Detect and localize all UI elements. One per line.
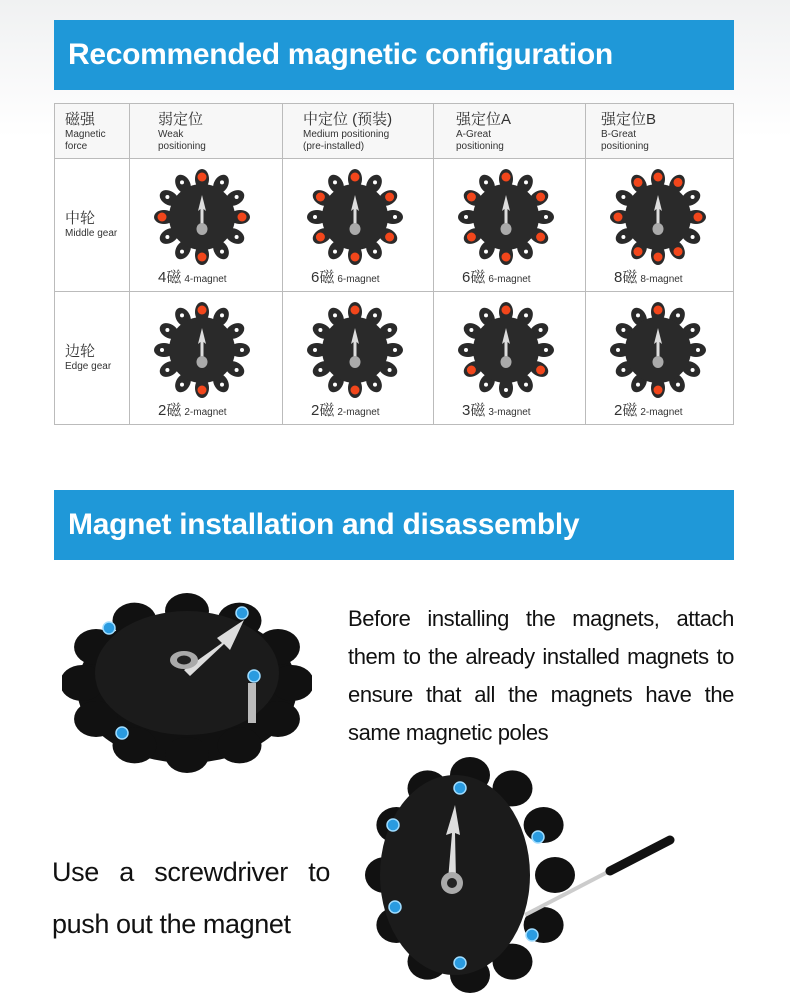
gear-diagram <box>608 300 708 400</box>
header-cn: 弱定位 <box>158 111 204 128</box>
magnet-dot <box>674 247 683 256</box>
magnet-count-label <box>462 266 531 287</box>
empty-slot <box>318 368 322 372</box>
magnet-dot <box>654 253 663 262</box>
magnet-count-label <box>311 266 380 287</box>
header-en: A-Great positioning <box>456 129 504 152</box>
header-cell <box>130 104 283 159</box>
magnet-count-cn: 2磁 <box>614 402 638 419</box>
empty-slot <box>313 348 317 352</box>
empty-slot <box>333 313 337 317</box>
magnet-dot <box>634 178 643 187</box>
empty-slot <box>544 215 548 219</box>
empty-slot <box>165 235 169 239</box>
config-cell <box>130 159 283 292</box>
empty-slot <box>235 328 239 332</box>
config-cell <box>283 159 434 292</box>
empty-slot <box>220 250 224 254</box>
magnet-dot <box>467 366 476 375</box>
empty-slot <box>165 368 169 372</box>
empty-slot <box>160 348 164 352</box>
magnet-dot <box>654 306 663 315</box>
empty-slot <box>621 368 625 372</box>
magnet-count-label <box>614 399 683 420</box>
header-en: B-Great positioning <box>601 129 649 152</box>
empty-slot <box>388 328 392 332</box>
magnet-dot <box>502 306 511 315</box>
section-header-installation: Magnet installation and disassembly <box>54 490 734 560</box>
empty-slot <box>373 180 377 184</box>
magnet-count-label <box>462 399 531 420</box>
instruction-line: Use a screwdriver to <box>52 857 330 887</box>
config-cell <box>434 159 586 292</box>
magnet-count-cn: 3磁 <box>462 402 486 419</box>
header-cell <box>434 104 586 159</box>
magnet-dot <box>694 213 703 222</box>
empty-slot <box>544 348 548 352</box>
header-cell <box>283 104 434 159</box>
gear-diagram <box>305 167 405 267</box>
empty-slot <box>524 250 528 254</box>
config-cell <box>586 159 734 292</box>
magnet-count-en: 2-magnet <box>640 407 683 418</box>
row-label-cn: 边轮 <box>65 343 96 360</box>
empty-slot <box>393 348 397 352</box>
magnet-dot <box>654 386 663 395</box>
magnet-count-label <box>311 399 380 420</box>
empty-slot <box>484 180 488 184</box>
header-cell <box>586 104 734 159</box>
magnet-count-cn: 6磁 <box>462 269 486 286</box>
empty-slot <box>313 215 317 219</box>
magnet-dot <box>158 213 167 222</box>
magnet-dot <box>351 386 360 395</box>
magnet-dot <box>467 193 476 202</box>
gear-diagram <box>305 300 405 400</box>
header-cn: 强定位B <box>601 111 657 128</box>
empty-slot <box>180 313 184 317</box>
empty-slot <box>484 383 488 387</box>
empty-slot <box>464 348 468 352</box>
empty-slot <box>235 368 239 372</box>
empty-slot <box>235 235 239 239</box>
magnet-dot <box>198 386 207 395</box>
magnet-count-cn: 2磁 <box>311 402 335 419</box>
empty-slot <box>696 348 700 352</box>
empty-slot <box>165 328 169 332</box>
empty-slot <box>469 328 473 332</box>
magnet-dot <box>502 253 511 262</box>
header-en: Medium positioning (pre-installed) <box>303 129 390 152</box>
magnet-count-en: 6-magnet <box>337 274 380 285</box>
empty-slot <box>691 328 695 332</box>
magnet-count-cn: 8磁 <box>614 269 638 286</box>
empty-slot <box>484 250 488 254</box>
row-label <box>55 292 130 425</box>
empty-slot <box>333 250 337 254</box>
gear-diagram <box>456 167 556 267</box>
magnet-dot <box>316 193 325 202</box>
empty-slot <box>616 348 620 352</box>
empty-slot <box>676 383 680 387</box>
table-row-edge-gear <box>55 292 734 425</box>
magnet-dot <box>634 247 643 256</box>
gear-photo-bottom <box>360 755 680 995</box>
empty-slot <box>180 180 184 184</box>
empty-slot <box>621 235 625 239</box>
empty-slot <box>333 383 337 387</box>
magnet-count-label <box>614 266 683 287</box>
section-header-config: Recommended magnetic configuration <box>54 20 734 90</box>
magnet-dot <box>385 233 394 242</box>
magnet-count-cn: 6磁 <box>311 269 335 286</box>
magnet-dot <box>654 173 663 182</box>
magnet-dot <box>674 178 683 187</box>
screwdriver-tip <box>248 683 256 723</box>
empty-slot <box>240 348 244 352</box>
magnet-dot <box>198 173 207 182</box>
empty-slot <box>676 313 680 317</box>
empty-slot <box>220 383 224 387</box>
row-label-en: Middle gear <box>65 228 118 239</box>
empty-slot <box>524 180 528 184</box>
magnet-dot <box>316 233 325 242</box>
empty-slot <box>524 383 528 387</box>
empty-slot <box>636 383 640 387</box>
empty-slot <box>220 180 224 184</box>
magnet-count-en: 6-magnet <box>488 274 531 285</box>
magnet-dot <box>351 173 360 182</box>
row-label <box>55 159 130 292</box>
magnet-dot <box>614 213 623 222</box>
row-label-en: Edge gear <box>65 361 112 372</box>
instruction-line: push out the magnet <box>52 909 291 939</box>
header-cn: 中定位 (预装) <box>303 111 393 128</box>
magnet-count-en: 2-magnet <box>184 407 227 418</box>
gear-diagram <box>608 167 708 267</box>
magnet-dot <box>351 253 360 262</box>
magnet-dot <box>238 213 247 222</box>
gear-diagram <box>152 300 252 400</box>
empty-slot <box>180 383 184 387</box>
magnet-dot <box>467 233 476 242</box>
magnet-count-en: 2-magnet <box>337 407 380 418</box>
empty-slot <box>318 328 322 332</box>
header-en: Weak positioning <box>158 129 206 152</box>
header-cn: 强定位A <box>456 111 512 128</box>
magnet-count-en: 4-magnet <box>184 274 227 285</box>
magnet-count-cn: 2磁 <box>158 402 182 419</box>
empty-slot <box>373 313 377 317</box>
magnet-count-cn: 4磁 <box>158 269 182 286</box>
empty-slot <box>388 368 392 372</box>
empty-slot <box>539 328 543 332</box>
empty-slot <box>464 215 468 219</box>
table-header-row <box>55 104 734 159</box>
instruction-text-2 <box>52 846 330 950</box>
empty-slot <box>691 195 695 199</box>
table-row-middle-gear <box>55 159 734 292</box>
empty-slot <box>373 383 377 387</box>
config-cell <box>130 292 283 425</box>
empty-slot <box>220 313 224 317</box>
empty-slot <box>691 235 695 239</box>
header-en: Magnetic force <box>65 129 106 152</box>
empty-slot <box>621 195 625 199</box>
magnet-count-en: 8-magnet <box>640 274 683 285</box>
config-cell <box>283 292 434 425</box>
magnet-dot <box>502 173 511 182</box>
magnet-count-label <box>158 399 227 420</box>
magnet-dot <box>385 193 394 202</box>
empty-slot <box>504 388 508 392</box>
magnet-dot <box>536 233 545 242</box>
magnet-count-label <box>158 266 227 287</box>
row-label-cn: 中轮 <box>65 210 96 227</box>
magnet-dot <box>536 193 545 202</box>
gear-photo-top <box>62 578 312 778</box>
config-cell <box>434 292 586 425</box>
header-cell <box>55 104 130 159</box>
instruction-text-1: Before installing the magnets, attach them to the already installed magnets to ensure that all the magnets have the same magnetic poles <box>348 606 734 745</box>
config-cell <box>586 292 734 425</box>
magnet-count-en: 3-magnet <box>488 407 531 418</box>
magnet-dot <box>536 366 545 375</box>
empty-slot <box>621 328 625 332</box>
empty-slot <box>373 250 377 254</box>
empty-slot <box>180 250 184 254</box>
empty-slot <box>691 368 695 372</box>
magnet-dot <box>198 306 207 315</box>
header-cn: 磁强 <box>65 111 96 128</box>
empty-slot <box>333 180 337 184</box>
empty-slot <box>235 195 239 199</box>
gear-diagram <box>456 300 556 400</box>
gear-diagram <box>152 167 252 267</box>
screwdriver-handle <box>610 840 670 871</box>
empty-slot <box>524 313 528 317</box>
empty-slot <box>393 215 397 219</box>
empty-slot <box>636 313 640 317</box>
magnet-dot <box>351 306 360 315</box>
magnet-config-table <box>54 103 734 425</box>
magnet-dot <box>198 253 207 262</box>
empty-slot <box>484 313 488 317</box>
empty-slot <box>165 195 169 199</box>
